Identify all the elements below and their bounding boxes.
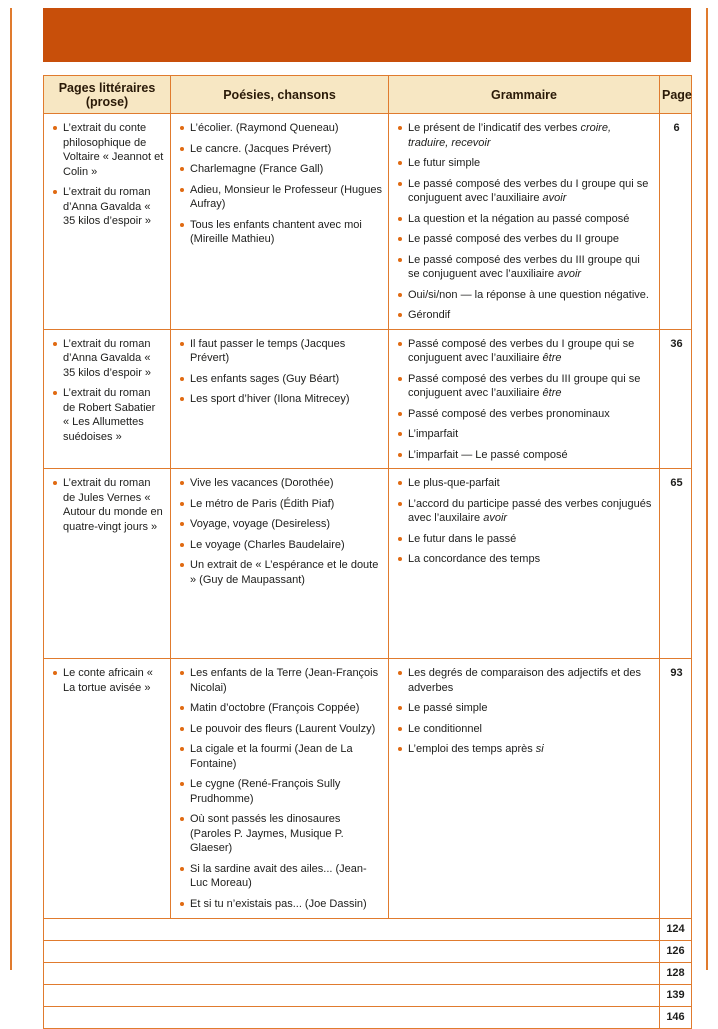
- toc-row: [44, 114, 692, 330]
- bullet-icon: [398, 161, 402, 165]
- empty-cell: [44, 962, 660, 984]
- item-text: L’emploi des temps après si: [408, 743, 544, 756]
- item-text: L’extrait du roman de Jules Vernes « Autour du monde en quatre-vingt jours »: [63, 477, 163, 533]
- bullet-icon: [53, 126, 57, 130]
- list-item: [397, 427, 653, 442]
- item-text: Les degrés de comparaison des adjectifs et des adverbes: [408, 667, 641, 694]
- list-item: [397, 532, 653, 547]
- list-item: [179, 777, 382, 806]
- bullet-icon: [398, 182, 402, 186]
- list-item: [179, 558, 382, 587]
- col-header-page: Page: [660, 76, 692, 114]
- bullet-icon: [180, 126, 184, 130]
- item-text: Le plus-que-parfait: [408, 477, 500, 490]
- bullet-icon: [180, 782, 184, 786]
- item-text: Les enfants de la Terre (Jean-François Nicolai): [190, 667, 379, 694]
- bullet-icon: [180, 223, 184, 227]
- bullet-icon: [398, 502, 402, 506]
- litteraires-list: [52, 121, 164, 229]
- list-item: [179, 666, 382, 695]
- cell-poesies: [171, 469, 389, 659]
- bullet-icon: [180, 481, 184, 485]
- item-text: Un extrait de « L’espérance et le doute » (Guy de Maupassant): [190, 559, 379, 586]
- poesies-list: [179, 121, 382, 247]
- bullet-icon: [398, 727, 402, 731]
- toc-row: [44, 469, 692, 659]
- empty-cell: [44, 940, 660, 962]
- bullet-icon: [180, 747, 184, 751]
- list-item: [179, 337, 382, 366]
- grammaire-list: [397, 476, 653, 567]
- item-text: L’extrait du conte philosophique de Voltaire « Jeannot et Colin »: [63, 122, 164, 178]
- list-item: [397, 476, 653, 491]
- toc-row: [44, 329, 692, 469]
- list-item: [397, 337, 653, 366]
- item-text: L’imparfait — Le passé composé: [408, 448, 568, 461]
- bullet-icon: [53, 671, 57, 675]
- item-text: Les sport d’hiver (Ilona Mitrecey): [190, 393, 350, 406]
- bullet-icon: [398, 671, 402, 675]
- grammaire-list: [397, 337, 653, 463]
- list-item: [52, 386, 164, 444]
- toc-extra-row: [44, 962, 692, 984]
- page-number: 146: [660, 1006, 692, 1028]
- bullet-icon: [398, 537, 402, 541]
- list-item: [397, 308, 653, 323]
- toc-extra-row: [44, 1006, 692, 1028]
- list-item: [179, 701, 382, 716]
- litteraires-list: [52, 337, 164, 445]
- page-number: 128: [660, 962, 692, 984]
- list-item: [179, 183, 382, 212]
- list-item: [397, 722, 653, 737]
- list-item: [52, 476, 164, 534]
- poesies-list: [179, 476, 382, 587]
- cell-litteraires: [44, 329, 171, 469]
- item-text: Passé composé des verbes du I groupe qui se conjuguent avec l’auxiliaire être: [408, 337, 635, 365]
- list-item: [179, 538, 382, 553]
- item-text: Le passé composé des verbes du III groupe qui se conjuguent avec l’auxiliaire avoir: [408, 253, 640, 281]
- col-header-litteraires: Pages littéraires (prose): [44, 76, 171, 114]
- item-text: Oui/si/non — la réponse à une question négative.: [408, 288, 649, 301]
- bullet-icon: [180, 342, 184, 346]
- bullet-icon: [398, 557, 402, 561]
- cell-grammaire: [389, 659, 660, 918]
- item-text: Le cancre. (Jacques Prévert): [190, 142, 332, 155]
- bullet-icon: [180, 563, 184, 567]
- bullet-icon: [180, 397, 184, 401]
- toc-extra-row: [44, 940, 692, 962]
- empty-cell: [44, 918, 660, 940]
- item-text: Le passé composé des verbes du II groupe: [408, 233, 619, 246]
- cell-grammaire: [389, 469, 660, 659]
- cell-poesies: [171, 329, 389, 469]
- bullet-icon: [53, 481, 57, 485]
- item-text: Le conte africain « La tortue avisée »: [63, 667, 153, 694]
- list-item: [179, 722, 382, 737]
- list-item: [179, 121, 382, 136]
- list-item: [52, 337, 164, 381]
- item-text: Le passé simple: [408, 702, 488, 715]
- item-text: La concordance des temps: [408, 553, 541, 566]
- bullet-icon: [398, 377, 402, 381]
- list-item: [179, 142, 382, 157]
- item-text: L’extrait du roman de Robert Sabatier « Les Allumettes suédoises »: [63, 387, 156, 443]
- list-item: [397, 156, 653, 171]
- col-header-grammaire: Grammaire: [389, 76, 660, 114]
- bullet-icon: [180, 727, 184, 731]
- item-text: Charlemagne (France Gall): [190, 163, 324, 176]
- list-item: [397, 177, 653, 206]
- page-number: 139: [660, 984, 692, 1006]
- cell-litteraires: [44, 114, 171, 330]
- list-item: [52, 185, 164, 229]
- item-text: L’extrait du roman d’Anna Gavalda « 35 kilos d’espoir »: [63, 186, 152, 228]
- bullet-icon: [53, 342, 57, 346]
- list-item: [397, 552, 653, 567]
- list-item: [397, 232, 653, 247]
- item-text: Voyage, voyage (Desireless): [190, 518, 331, 531]
- bullet-icon: [180, 502, 184, 506]
- bullet-icon: [180, 188, 184, 192]
- bullet-icon: [398, 237, 402, 241]
- page-number: 65: [660, 469, 692, 659]
- bullet-icon: [398, 432, 402, 436]
- cell-poesies: [171, 659, 389, 918]
- list-item: [179, 862, 382, 891]
- litteraires-list: [52, 476, 164, 534]
- list-item: [397, 407, 653, 422]
- bullet-icon: [398, 453, 402, 457]
- bullet-icon: [180, 817, 184, 821]
- item-text: Le futur dans le passé: [408, 532, 517, 545]
- item-text: L’imparfait: [408, 428, 459, 441]
- item-text: Passé composé des verbes du III groupe qui se conjuguent avec l’auxiliaire être: [408, 372, 641, 400]
- item-text: Gérondif: [408, 309, 451, 322]
- item-text: L’écolier. (Raymond Queneau): [190, 122, 339, 134]
- item-text: Le cygne (René-François Sully Prudhomme): [190, 778, 341, 805]
- item-text: Où sont passés les dinosaures (Paroles P. Jaymes, Musique P. Glaeser): [190, 813, 344, 855]
- litteraires-list: [52, 666, 164, 695]
- empty-cell: [44, 1006, 660, 1028]
- list-item: [397, 253, 653, 282]
- bullet-icon: [180, 902, 184, 906]
- cell-litteraires: [44, 469, 171, 659]
- grammaire-list: [397, 666, 653, 757]
- list-item: [397, 497, 653, 526]
- list-item: [179, 162, 382, 177]
- item-text: Tous les enfants chantent avec moi (Mireille Mathieu): [190, 218, 362, 246]
- page-edge-right: [706, 8, 708, 970]
- toc-row: [44, 659, 692, 918]
- toc-extra-row: [44, 918, 692, 940]
- cell-grammaire: [389, 114, 660, 330]
- bullet-icon: [398, 126, 402, 130]
- bullet-icon: [180, 377, 184, 381]
- list-item: [179, 517, 382, 532]
- list-item: [179, 392, 382, 407]
- list-item: [52, 666, 164, 695]
- page-number: 36: [660, 329, 692, 469]
- page-number: 124: [660, 918, 692, 940]
- item-text: Le passé composé des verbes du I groupe qui se conjuguent avec l’auxiliaire avoir: [408, 177, 649, 205]
- page-edge-left: [10, 8, 12, 970]
- item-text: Vive les vacances (Dorothée): [190, 477, 334, 490]
- list-item: [397, 372, 653, 401]
- header-band: [43, 8, 691, 62]
- item-text: Adieu, Monsieur le Professeur (Hugues Aufray): [190, 183, 382, 211]
- list-item: [52, 121, 164, 179]
- bullet-icon: [180, 167, 184, 171]
- toc-extra-row: [44, 984, 692, 1006]
- bullet-icon: [398, 412, 402, 416]
- list-item: [397, 288, 653, 303]
- bullet-icon: [180, 522, 184, 526]
- toc-table: [43, 75, 692, 1029]
- list-item: [397, 666, 653, 695]
- item-text: La question et la négation au passé composé: [408, 212, 630, 225]
- item-text: Et si tu n’existais pas... (Joe Dassin): [190, 897, 367, 910]
- bullet-icon: [53, 190, 57, 194]
- bullet-icon: [398, 747, 402, 751]
- cell-poesies: [171, 114, 389, 330]
- list-item: [179, 812, 382, 856]
- grammaire-list: [397, 121, 653, 323]
- item-text: La cigale et la fourmi (Jean de La Fontaine): [190, 743, 353, 770]
- list-item: [179, 372, 382, 387]
- bullet-icon: [398, 293, 402, 297]
- list-item: [397, 212, 653, 227]
- poesies-list: [179, 666, 382, 911]
- cell-grammaire: [389, 329, 660, 469]
- item-text: Le métro de Paris (Édith Piaf): [190, 497, 335, 510]
- page-number: 6: [660, 114, 692, 330]
- item-text: Matin d’octobre (François Coppée): [190, 702, 360, 715]
- list-item: [397, 742, 653, 757]
- page-number: 126: [660, 940, 692, 962]
- item-text: Le futur simple: [408, 157, 481, 170]
- list-item: [179, 897, 382, 912]
- item-text: Le voyage (Charles Baudelaire): [190, 538, 345, 551]
- toc-table-head: [44, 76, 692, 114]
- item-text: Le conditionnel: [408, 722, 483, 735]
- bullet-icon: [398, 258, 402, 262]
- list-item: [179, 476, 382, 491]
- bullet-icon: [398, 481, 402, 485]
- cell-litteraires: [44, 659, 171, 918]
- bullet-icon: [180, 706, 184, 710]
- list-item: [397, 701, 653, 716]
- toc-table-body: [44, 114, 692, 1029]
- bullet-icon: [398, 342, 402, 346]
- bullet-icon: [398, 706, 402, 710]
- item-text: Les enfants sages (Guy Béart): [190, 372, 340, 385]
- item-text: Le pouvoir des fleurs (Laurent Voulzy): [190, 722, 376, 735]
- poesies-list: [179, 337, 382, 407]
- col-header-poesies: Poésies, chansons: [171, 76, 389, 114]
- item-text: L’accord du participe passé des verbes conjugués avec l’auxilaire avoir: [408, 497, 652, 525]
- bullet-icon: [53, 391, 57, 395]
- bullet-icon: [398, 313, 402, 317]
- page-number: 93: [660, 659, 692, 918]
- list-item: [397, 121, 653, 150]
- bullet-icon: [398, 217, 402, 221]
- header-row: [44, 76, 692, 114]
- list-item: [179, 742, 382, 771]
- item-text: Passé composé des verbes pronominaux: [408, 407, 610, 420]
- list-item: [179, 218, 382, 247]
- item-text: Si la sardine avait des ailes... (Jean-Luc Moreau): [190, 862, 367, 890]
- bullet-icon: [180, 147, 184, 151]
- list-item: [397, 448, 653, 463]
- empty-cell: [44, 984, 660, 1006]
- item-text: L’extrait du roman d’Anna Gavalda « 35 kilos d’espoir »: [63, 337, 152, 379]
- item-text: Il faut passer le temps (Jacques Prévert): [190, 337, 346, 365]
- bullet-icon: [180, 867, 184, 871]
- bullet-icon: [180, 543, 184, 547]
- item-text: Le présent de l’indicatif des verbes croire, traduire, recevoir: [408, 122, 611, 149]
- bullet-icon: [180, 671, 184, 675]
- list-item: [179, 497, 382, 512]
